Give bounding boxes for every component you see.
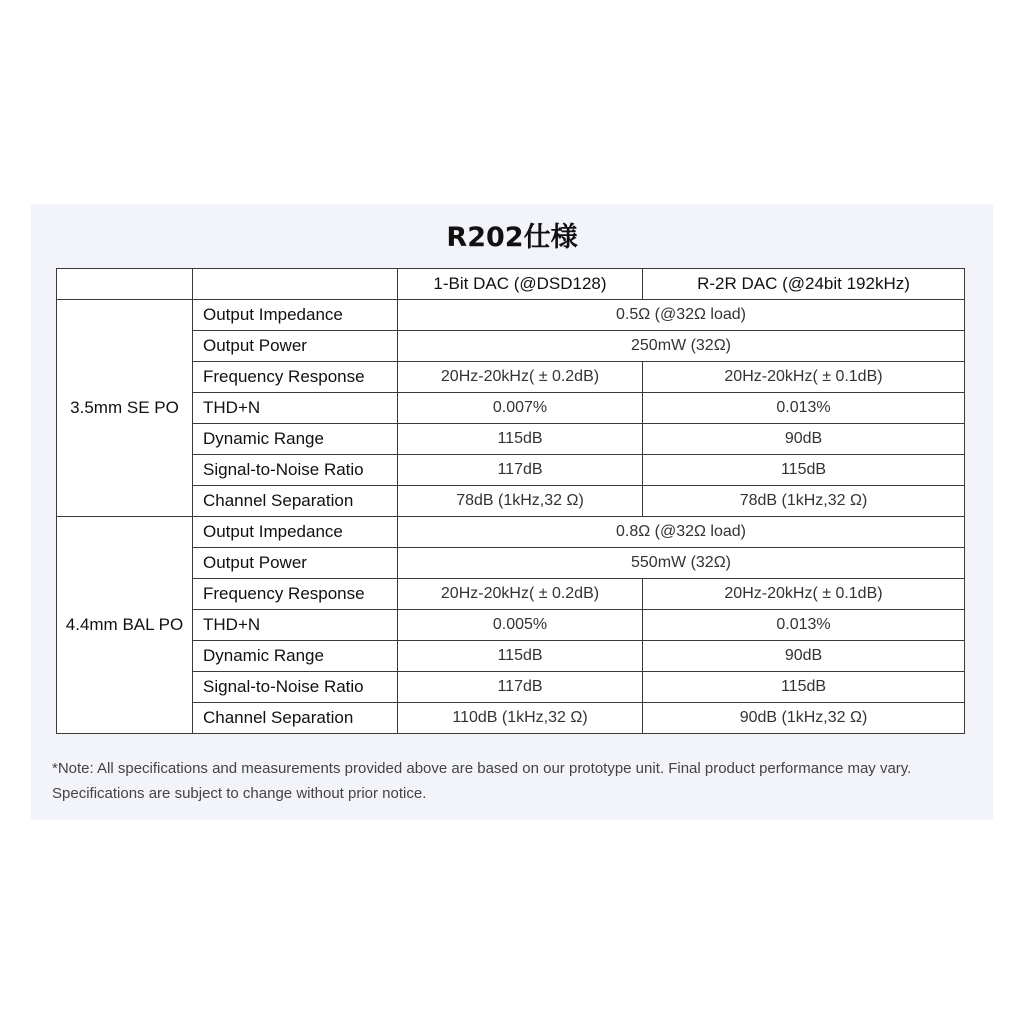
- value-cell-r2r: 0.013%: [643, 393, 965, 424]
- value-cell-1bit: 20Hz-20kHz( ± 0.2dB): [398, 362, 643, 393]
- group-label: 3.5mm SE PO: [57, 300, 193, 517]
- table-row: [57, 393, 965, 424]
- value-cell-merged: 0.5Ω (@32Ω load): [398, 300, 965, 331]
- table-row: [57, 641, 965, 672]
- table-row: [57, 300, 965, 331]
- table-row: [57, 579, 965, 610]
- value-cell-r2r: 115dB: [643, 455, 965, 486]
- value-cell-r2r: 20Hz-20kHz( ± 0.1dB): [643, 579, 965, 610]
- header-corner: [57, 269, 193, 300]
- value-cell-r2r: 90dB: [643, 424, 965, 455]
- value-cell-1bit: 117dB: [398, 672, 643, 703]
- spec-body: [57, 300, 965, 734]
- table-row: [57, 486, 965, 517]
- param-label: Channel Separation: [193, 703, 398, 734]
- value-cell-r2r: 20Hz-20kHz( ± 0.1dB): [643, 362, 965, 393]
- value-cell-1bit: 78dB (1kHz,32 Ω): [398, 486, 643, 517]
- spec-table: [56, 268, 965, 734]
- table-row: [57, 548, 965, 579]
- footnote-line-2: Specifications are subject to change without prior notice.: [52, 785, 427, 802]
- header-row: [57, 269, 965, 300]
- value-cell-r2r: 78dB (1kHz,32 Ω): [643, 486, 965, 517]
- param-label: Signal-to-Noise Ratio: [193, 455, 398, 486]
- table-row: [57, 362, 965, 393]
- param-label: Frequency Response: [193, 579, 398, 610]
- value-cell-merged: 250mW (32Ω): [398, 331, 965, 362]
- param-label: Output Power: [193, 548, 398, 579]
- table-row: [57, 424, 965, 455]
- param-label: Frequency Response: [193, 362, 398, 393]
- param-label: Signal-to-Noise Ratio: [193, 672, 398, 703]
- param-label: Channel Separation: [193, 486, 398, 517]
- header-label-col: [193, 269, 398, 300]
- footnote-line-1: *Note: All specifications and measurements provided above are based on our prototype unit. Final product performance may vary.: [52, 760, 912, 777]
- value-cell-1bit: 115dB: [398, 641, 643, 672]
- param-label: Output Power: [193, 331, 398, 362]
- table-row: [57, 610, 965, 641]
- param-label: THD+N: [193, 393, 398, 424]
- value-cell-1bit: 110dB (1kHz,32 Ω): [398, 703, 643, 734]
- param-label: Dynamic Range: [193, 641, 398, 672]
- value-cell-r2r: 115dB: [643, 672, 965, 703]
- value-cell-merged: 0.8Ω (@32Ω load): [398, 517, 965, 548]
- param-label: Output Impedance: [193, 300, 398, 331]
- header-1bit-dac: 1-Bit DAC (@DSD128): [398, 269, 643, 300]
- table-row: [57, 703, 965, 734]
- param-label: Dynamic Range: [193, 424, 398, 455]
- value-cell-1bit: 115dB: [398, 424, 643, 455]
- value-cell-1bit: 20Hz-20kHz( ± 0.2dB): [398, 579, 643, 610]
- value-cell-merged: 550mW (32Ω): [398, 548, 965, 579]
- value-cell-r2r: 90dB: [643, 641, 965, 672]
- table-row: [57, 517, 965, 548]
- value-cell-r2r: 90dB (1kHz,32 Ω): [643, 703, 965, 734]
- table-row: [57, 672, 965, 703]
- param-label: Output Impedance: [193, 517, 398, 548]
- header-r2r-dac: R-2R DAC (@24bit 192kHz): [643, 269, 965, 300]
- value-cell-r2r: 0.013%: [643, 610, 965, 641]
- footnote: [52, 756, 982, 806]
- table-row: [57, 455, 965, 486]
- param-label: THD+N: [193, 610, 398, 641]
- page-title: R202仕様: [446, 222, 578, 253]
- value-cell-1bit: 0.005%: [398, 610, 643, 641]
- group-label: 4.4mm BAL PO: [57, 517, 193, 734]
- table-row: [57, 331, 965, 362]
- value-cell-1bit: 0.007%: [398, 393, 643, 424]
- value-cell-1bit: 117dB: [398, 455, 643, 486]
